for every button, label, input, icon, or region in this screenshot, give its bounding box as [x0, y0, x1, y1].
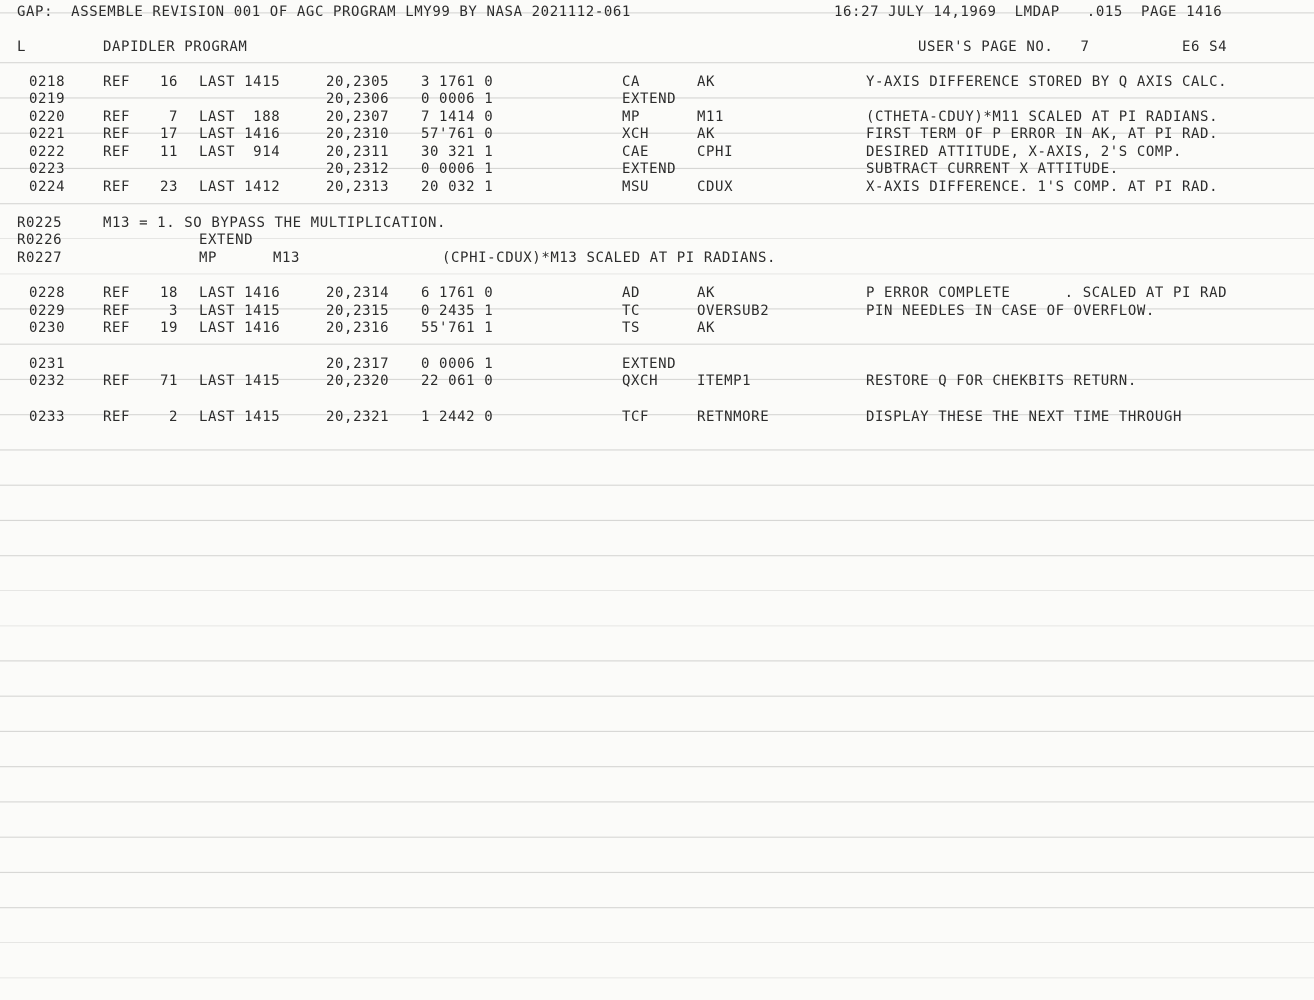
- address: 20,2306: [326, 91, 390, 107]
- comment: Y-AXIS DIFFERENCE STORED BY Q AXIS CALC.: [866, 74, 1228, 90]
- address: 20,2320: [326, 373, 390, 389]
- octal-word: 0 0006 1: [421, 91, 494, 107]
- operand: AK: [697, 285, 716, 301]
- line-number: R0225: [17, 215, 63, 231]
- operand: M11: [697, 109, 725, 125]
- last-ref: LAST 1416: [199, 320, 281, 336]
- comment: PIN NEEDLES IN CASE OF OVERFLOW.: [866, 303, 1155, 319]
- address: 20,2307: [326, 109, 390, 125]
- listing-marker: L: [17, 39, 27, 55]
- ref-count: 7: [168, 109, 178, 125]
- octal-word: 57'761 0: [421, 126, 494, 142]
- line-number: 0230: [29, 320, 66, 336]
- address: 20,2311: [326, 144, 390, 160]
- remark-text: EXTEND: [199, 232, 254, 248]
- octal-word: 22 061 0: [421, 373, 494, 389]
- line-number: 0228: [29, 285, 66, 301]
- line-number: 0222: [29, 144, 66, 160]
- line-number: 0220: [29, 109, 66, 125]
- octal-word: 3 1761 0: [421, 74, 494, 90]
- opcode: AD: [622, 285, 641, 301]
- page-code: E6 S4: [1182, 39, 1228, 55]
- octal-word: 0 0006 1: [421, 161, 494, 177]
- opcode: CA: [622, 74, 641, 90]
- ref-label: REF: [103, 109, 131, 125]
- last-ref: LAST 1412: [199, 179, 281, 195]
- line-number: R0226: [17, 232, 63, 248]
- opcode: TC: [622, 303, 641, 319]
- ref-label: REF: [103, 285, 131, 301]
- comment: SUBTRACT CURRENT X ATTITUDE.: [866, 161, 1119, 177]
- users-page-number: USER'S PAGE NO. 7: [918, 39, 1090, 55]
- address: 20,2321: [326, 409, 390, 425]
- last-ref: LAST 1416: [199, 126, 281, 142]
- ref-label: REF: [103, 303, 131, 319]
- operand: M13: [273, 250, 301, 266]
- operand: AK: [697, 320, 716, 336]
- comment: X-AXIS DIFFERENCE. 1'S COMP. AT PI RAD.: [866, 179, 1219, 195]
- opcode: MP: [199, 250, 218, 266]
- line-number: 0223: [29, 161, 66, 177]
- operand: RETNMORE: [697, 409, 770, 425]
- comment: RESTORE Q FOR CHEKBITS RETURN.: [866, 373, 1137, 389]
- comment: DESIRED ATTITUDE, X-AXIS, 2'S COMP.: [866, 144, 1183, 160]
- ref-count: 2: [168, 409, 178, 425]
- ref-label: REF: [103, 74, 131, 90]
- opcode: TCF: [622, 409, 650, 425]
- ref-count: 19: [159, 320, 178, 336]
- last-ref: LAST 914: [199, 144, 281, 160]
- last-ref: LAST 188: [199, 109, 281, 125]
- ref-count: 16: [159, 74, 178, 90]
- last-ref: LAST 1415: [199, 303, 281, 319]
- comment: (CPHI-CDUX)*M13 SCALED AT PI RADIANS.: [442, 250, 777, 266]
- address: 20,2316: [326, 320, 390, 336]
- operand: CPHI: [697, 144, 734, 160]
- operand: CDUX: [697, 179, 734, 195]
- ref-label: REF: [103, 409, 131, 425]
- address: 20,2305: [326, 74, 390, 90]
- octal-word: 0 0006 1: [421, 356, 494, 372]
- address: 20,2310: [326, 126, 390, 142]
- octal-word: 30 321 1: [421, 144, 494, 160]
- last-ref: LAST 1415: [199, 373, 281, 389]
- opcode: TS: [622, 320, 641, 336]
- octal-word: 55'761 1: [421, 320, 494, 336]
- line-number: 0221: [29, 126, 66, 142]
- ref-count: 3: [168, 303, 178, 319]
- address: 20,2315: [326, 303, 390, 319]
- ref-count: 23: [159, 179, 178, 195]
- opcode: EXTEND: [622, 91, 677, 107]
- opcode: QXCH: [622, 373, 659, 389]
- comment: DISPLAY THESE THE NEXT TIME THROUGH: [866, 409, 1183, 425]
- ref-count: 11: [159, 144, 178, 160]
- ref-label: REF: [103, 144, 131, 160]
- line-number: 0232: [29, 373, 66, 389]
- operand: ITEMP1: [697, 373, 752, 389]
- line-number: R0227: [17, 250, 63, 266]
- octal-word: 7 1414 0: [421, 109, 494, 125]
- ref-count: 71: [159, 373, 178, 389]
- last-ref: LAST 1415: [199, 74, 281, 90]
- line-number: 0229: [29, 303, 66, 319]
- remark-text: M13 = 1. SO BYPASS THE MULTIPLICATION.: [103, 215, 447, 231]
- opcode: MP: [622, 109, 641, 125]
- address: 20,2314: [326, 285, 390, 301]
- ref-label: REF: [103, 179, 131, 195]
- ref-label: REF: [103, 320, 131, 336]
- operand: OVERSUB2: [697, 303, 770, 319]
- ref-count: 17: [159, 126, 178, 142]
- address: 20,2313: [326, 179, 390, 195]
- line-number: 0233: [29, 409, 66, 425]
- octal-word: 6 1761 0: [421, 285, 494, 301]
- octal-word: 20 032 1: [421, 179, 494, 195]
- octal-word: 1 2442 0: [421, 409, 494, 425]
- comment: P ERROR COMPLETE . SCALED AT PI RAD: [866, 285, 1228, 301]
- operand: AK: [697, 74, 716, 90]
- opcode: EXTEND: [622, 356, 677, 372]
- program-name: DAPIDLER PROGRAM: [103, 39, 248, 55]
- last-ref: LAST 1415: [199, 409, 281, 425]
- ref-label: REF: [103, 373, 131, 389]
- comment: FIRST TERM OF P ERROR IN AK, AT PI RAD.: [866, 126, 1219, 142]
- last-ref: LAST 1416: [199, 285, 281, 301]
- listing-header-date-page: 16:27 JULY 14,1969 LMDAP .015 PAGE 1416: [834, 4, 1223, 20]
- operand: AK: [697, 126, 716, 142]
- line-number: 0231: [29, 356, 66, 372]
- line-number: 0218: [29, 74, 66, 90]
- ref-label: REF: [103, 126, 131, 142]
- opcode: MSU: [622, 179, 650, 195]
- listing-header-title: GAP: ASSEMBLE REVISION 001 OF AGC PROGRAM LMY99 BY NASA 2021112-061: [17, 4, 631, 20]
- opcode: EXTEND: [622, 161, 677, 177]
- address: 20,2317: [326, 356, 390, 372]
- address: 20,2312: [326, 161, 390, 177]
- octal-word: 0 2435 1: [421, 303, 494, 319]
- opcode: XCH: [622, 126, 650, 142]
- opcode: CAE: [622, 144, 650, 160]
- ref-count: 18: [159, 285, 178, 301]
- comment: (CTHETA-CDUY)*M11 SCALED AT PI RADIANS.: [866, 109, 1219, 125]
- line-number: 0219: [29, 91, 66, 107]
- line-number: 0224: [29, 179, 66, 195]
